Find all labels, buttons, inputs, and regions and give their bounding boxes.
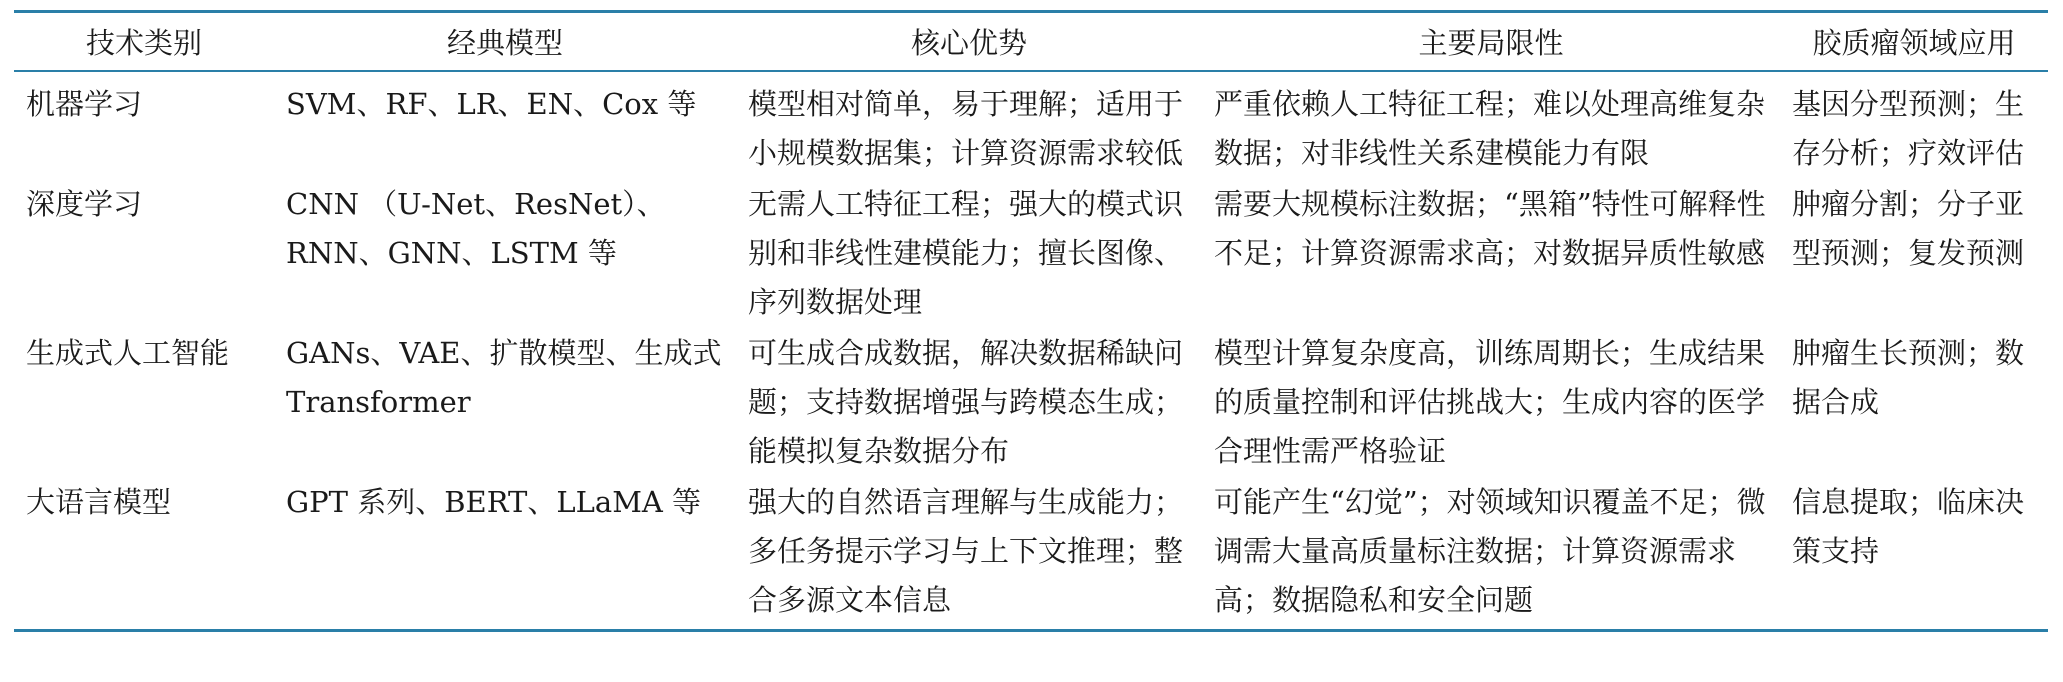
cell-category: 深度学习 [26,187,143,221]
cell-strengths: 模型相对简单，易于理解；适用于小规模数据集；计算资源需求较低 [748,87,1184,170]
header-category: 技术类别 [85,26,202,60]
cell-limitations: 模型计算复杂度高，训练周期长；生成结果的质量控制和评估挑战大；生成内容的医学合理性需严格验证 [1214,336,1766,468]
cell-models: GANs、VAE、扩散模型、生成式 Transformer [286,336,722,419]
cell-limitations: 可能产生“幻觉”；对领域知识覆盖不足；微调需大量高质量标注数据；计算资源需求高；数据隐私和安全问题 [1214,485,1766,617]
header-applications: 胶质瘤领域应用 [1812,26,2016,60]
table-row [14,478,2048,629]
cell-category: 机器学习 [26,87,143,121]
cell-applications: 信息提取；临床决策支持 [1792,485,2025,568]
cell-applications: 肿瘤分割；分子亚型预测；复发预测 [1792,187,2025,270]
header-models: 经典模型 [446,26,563,60]
comparison-table-container [14,10,2048,632]
cell-strengths: 无需人工特征工程；强大的模式识别和非线性建模能力；擅长图像、序列数据处理 [748,187,1184,319]
table-header-row [14,13,2048,70]
cell-models: SVM、RF、LR、EN、Cox 等 [286,87,697,121]
cell-category: 生成式人工智能 [26,336,230,370]
cell-limitations: 严重依赖人工特征工程；难以处理高维复杂数据；对非线性关系建模能力有限 [1214,87,1766,170]
header-strengths: 核心优势 [910,26,1027,60]
cell-models: GPT 系列、BERT、LLaMA 等 [286,485,702,519]
table-row [14,180,2048,329]
cell-strengths: 强大的自然语言理解与生成能力；多任务提示学习与上下文推理；整合多源文本信息 [748,485,1184,617]
header-limitations: 主要局限性 [1418,26,1564,60]
cell-category: 大语言模型 [26,485,172,519]
bottom-rule [14,629,2048,632]
table-row [14,329,2048,478]
cell-applications: 基因分型预测；生存分析；疗效评估 [1792,87,2025,170]
cell-models: CNN （U-Net、ResNet）、RNN、GNN、LSTM 等 [286,187,666,270]
cell-limitations: 需要大规模标注数据；“黑箱”特性可解释性不足；计算资源需求高；对数据异质性敏感 [1214,187,1766,270]
ai-methods-comparison-body [14,72,2048,629]
cell-applications: 肿瘤生长预测；数据合成 [1792,336,2025,419]
ai-methods-comparison-table [14,13,2048,70]
cell-strengths: 可生成合成数据，解决数据稀缺问题；支持数据增强与跨模态生成；能模拟复杂数据分布 [748,336,1184,468]
table-row [14,72,2048,180]
